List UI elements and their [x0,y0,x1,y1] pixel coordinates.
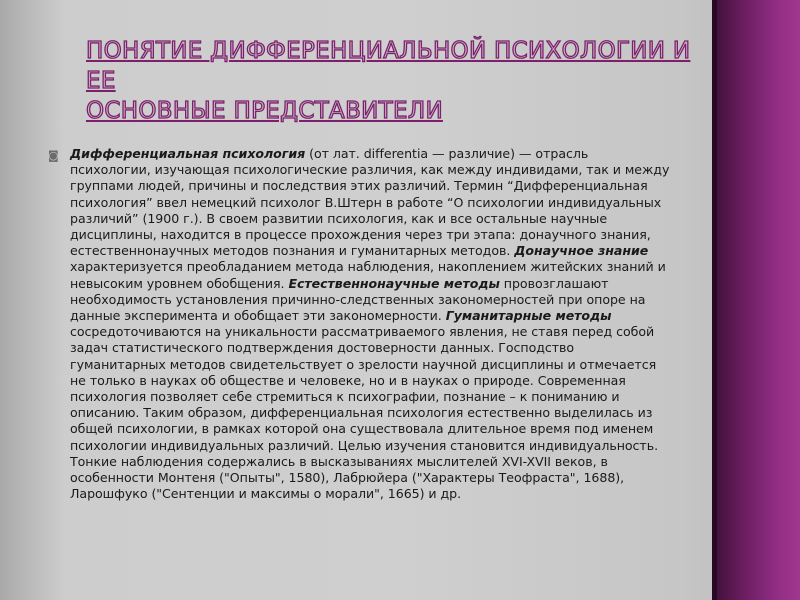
body-paragraph [70,146,672,502]
slide-title [86,36,726,126]
bullet-icon: ◙ [48,149,59,162]
paragraph-text: (от лат. differentia — различие) — отрасль психологии, изучающая психологические различия, как между индивидами, так и между группами людей, причины и последствия этих различий. Термин “Дифференциальная психология” ввел немецкий психолог В.Штерн в работе “О психологии индивидуальных различий” (1900 г.). В своем развитии психология, как и все остальные научные дисциплины, находится в процессе прохождения через три этапа: донаучного знания, естественнонаучных методов познания и гуманитарных методов. [70,146,670,259]
emphasized-term: Дифференциальная психология [70,146,306,161]
title-line-2: ОСНОВНЫЕ ПРЕДСТАВИТЕЛИ [86,98,443,124]
emphasized-term: Донаучное знание [514,243,649,259]
paragraph-text: характеризуется преобладанием метода наблюдения, накоплением житейских знаний и невысоким уровнем обобщения. [70,259,666,291]
title-line-1: ПОНЯТИЕ ДИФФЕРЕНЦИАЛЬНОЙ ПСИХОЛОГИИ И ЕЕ [86,38,691,94]
emphasized-term: Гуманитарные методы [445,308,612,324]
content-block [48,146,672,502]
paragraph-text: сосредоточиваются на уникальности рассматриваемого явления, не ставя перед собой задач статистического подтверждения достоверности данных. Господство гуманитарных методов свидетельствует о зрелости научной дисциплины и отмечается не только в науках об обществе и человеке, но и в науках о природе. Современная психология позволяет себе стремиться к психографии, познание – к пониманию и описанию. Таким образом, дифференциальная психология естественно выделилась из общей психологии, в рамках которой она существовала длительное время под именем психологии индивидуальных различий. Целью изучения становится индивидуальность. Тонкие наблюдения содержались в высказываниях мыслителей XVI-XVII веков, в особенности Монтеня ("Опыты", 1580), Лабрюйера ("Характеры Теофраста", 1688), Ларошфуко ("Сентенции и максимы о морали", 1665) и др. [70,324,659,502]
emphasized-term: Естественнонаучные методы [288,275,500,291]
paragraph-text: провозглашают необходимость установления причинно-следственных закономерностей при опоре на данные эксперимента и обобщает эти закономерности. [70,275,646,324]
